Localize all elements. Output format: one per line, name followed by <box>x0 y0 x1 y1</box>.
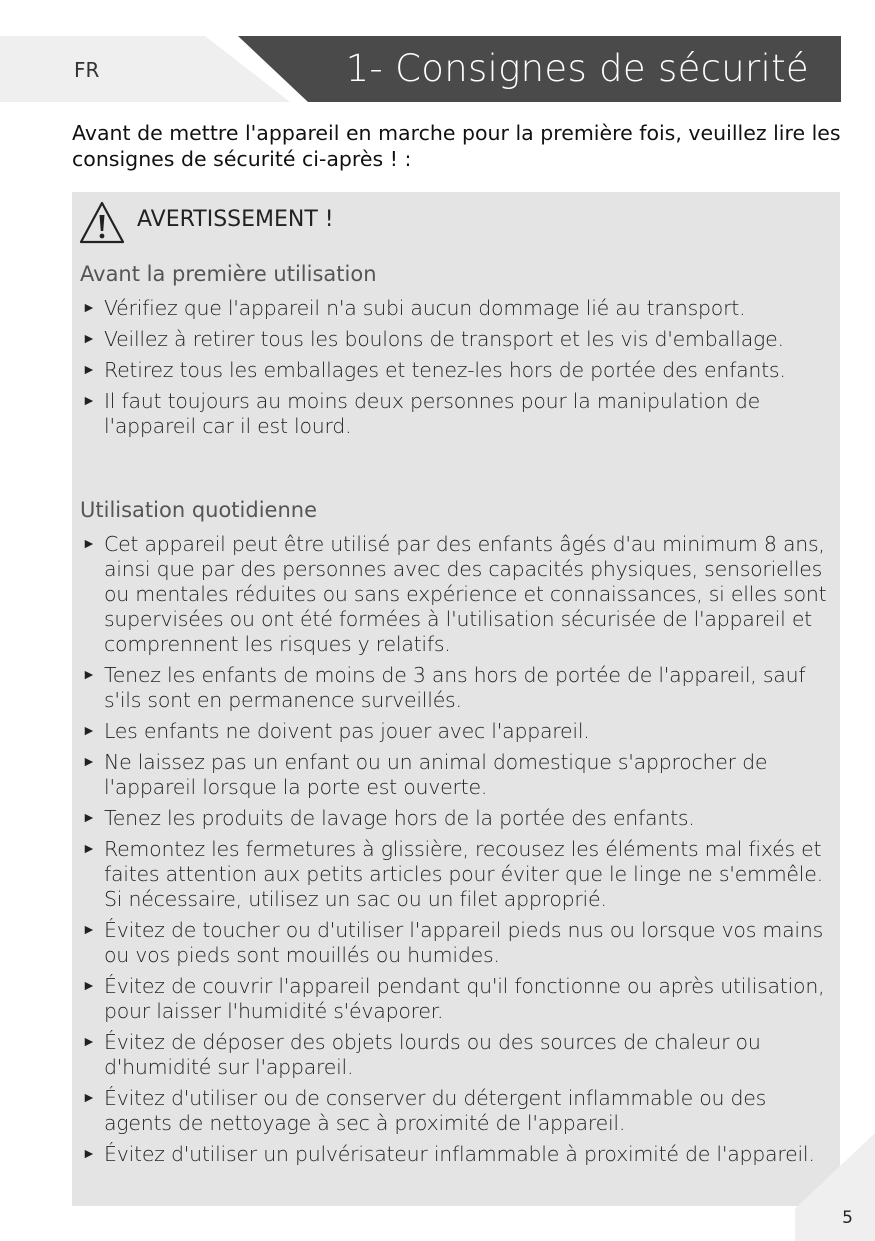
bullet-icon: ► <box>82 723 96 739</box>
bullet-icon: ► <box>82 300 96 316</box>
bullet-icon: ► <box>82 754 96 770</box>
list-item: ► Évitez de toucher ou d'utiliser l'appareil pieds nus ou lorsque vos mains ou vos pieds sont mouillés ou humides. <box>82 918 824 967</box>
bullet-icon: ► <box>82 810 96 826</box>
warning-triangle-icon <box>78 200 126 246</box>
section-heading: Avant la première utilisation <box>80 262 377 286</box>
item-list <box>80 296 830 439</box>
warning-box <box>72 192 840 1206</box>
bullet-icon: ► <box>82 1090 96 1106</box>
bullet-icon: ► <box>82 362 96 378</box>
list-item: ► Veillez à retirer tous les boulons de transport et les vis d'emballage. <box>82 327 784 351</box>
bullet-icon: ► <box>82 667 96 683</box>
language-tab <box>0 36 290 102</box>
section-before-first-use <box>80 262 830 445</box>
section-heading: Utilisation quotidienne <box>80 498 317 522</box>
list-item: ► Ne laissez pas un enfant ou un animal domestique s'approcher de l'appareil lorsque la porte est ouverte. <box>82 750 768 799</box>
bullet-icon: ► <box>82 978 96 994</box>
bullet-icon: ► <box>82 1146 96 1162</box>
list-item: ► Retirez tous les emballages et tenez-les hors de portée des enfants. <box>82 358 786 382</box>
warning-title: AVERTISSEMENT ! <box>137 207 334 232</box>
bullet-icon: ► <box>82 393 96 409</box>
bullet-icon: ► <box>82 536 96 552</box>
list-item: ► Évitez de couvrir l'appareil pendant qu'il fonctionne ou après utilisation, pour laisser l'humidité s'évaporer. <box>82 974 825 1023</box>
list-item: ► Vérifiez que l'appareil n'a subi aucun dommage lié au transport. <box>82 296 746 320</box>
list-item: ► Évitez d'utiliser un pulvérisateur inflammable à proximité de l'appareil. <box>82 1142 815 1166</box>
page-title: 1- Consignes de sécurité <box>345 47 809 90</box>
list-item: ► Tenez les enfants de moins de 3 ans hors de portée de l'appareil, sauf s'ils sont en permanence surveillés. <box>82 663 806 712</box>
item-list <box>80 532 830 1167</box>
list-item: ► Les enfants ne doivent pas jouer avec l'appareil. <box>82 719 590 743</box>
intro-text: Avant de mettre l'appareil en marche pour la première fois, veuillez lire les consignes de sécurité ci-après ! : <box>72 121 841 171</box>
list-item: ► Il faut toujours au moins deux personnes pour la manipulation de l'appareil car il est lourd. <box>82 389 760 438</box>
page-number: 5 <box>842 1208 853 1228</box>
bullet-icon: ► <box>82 1034 96 1050</box>
bullet-icon: ► <box>82 331 96 347</box>
bullet-icon: ► <box>82 841 96 857</box>
list-item: ► Évitez d'utiliser ou de conserver du détergent inflammable ou des agents de nettoyage à sec à proximité de l'appareil. <box>82 1086 767 1135</box>
section-daily-use <box>80 498 830 1173</box>
list-item: ► Évitez de déposer des objets lourds ou des sources de chaleur ou d'humidité sur l'appareil. <box>82 1030 761 1079</box>
list-item: ► Cet appareil peut être utilisé par des enfants âgés d'au minimum 8 ans, ainsi que par des personnes avec des capacités physiques, sensorielles ou mentales réduites ou sans expérience et connaissances, si elles sont supervisées ou ont été formées à l'utilisation sécurisée de l'appareil et comprennent les risques y relatifs. <box>82 532 827 656</box>
list-item: ► Tenez les produits de lavage hors de la portée des enfants. <box>82 806 695 830</box>
list-item: ► Remontez les fermetures à glissière, recousez les éléments mal fixés et faites attention aux petits articles pour éviter que le linge ne s'emmêle. Si nécessaire, utilisez un sac ou un filet approprié. <box>82 837 823 911</box>
language-label: FR <box>74 58 100 82</box>
bullet-icon: ► <box>82 922 96 938</box>
